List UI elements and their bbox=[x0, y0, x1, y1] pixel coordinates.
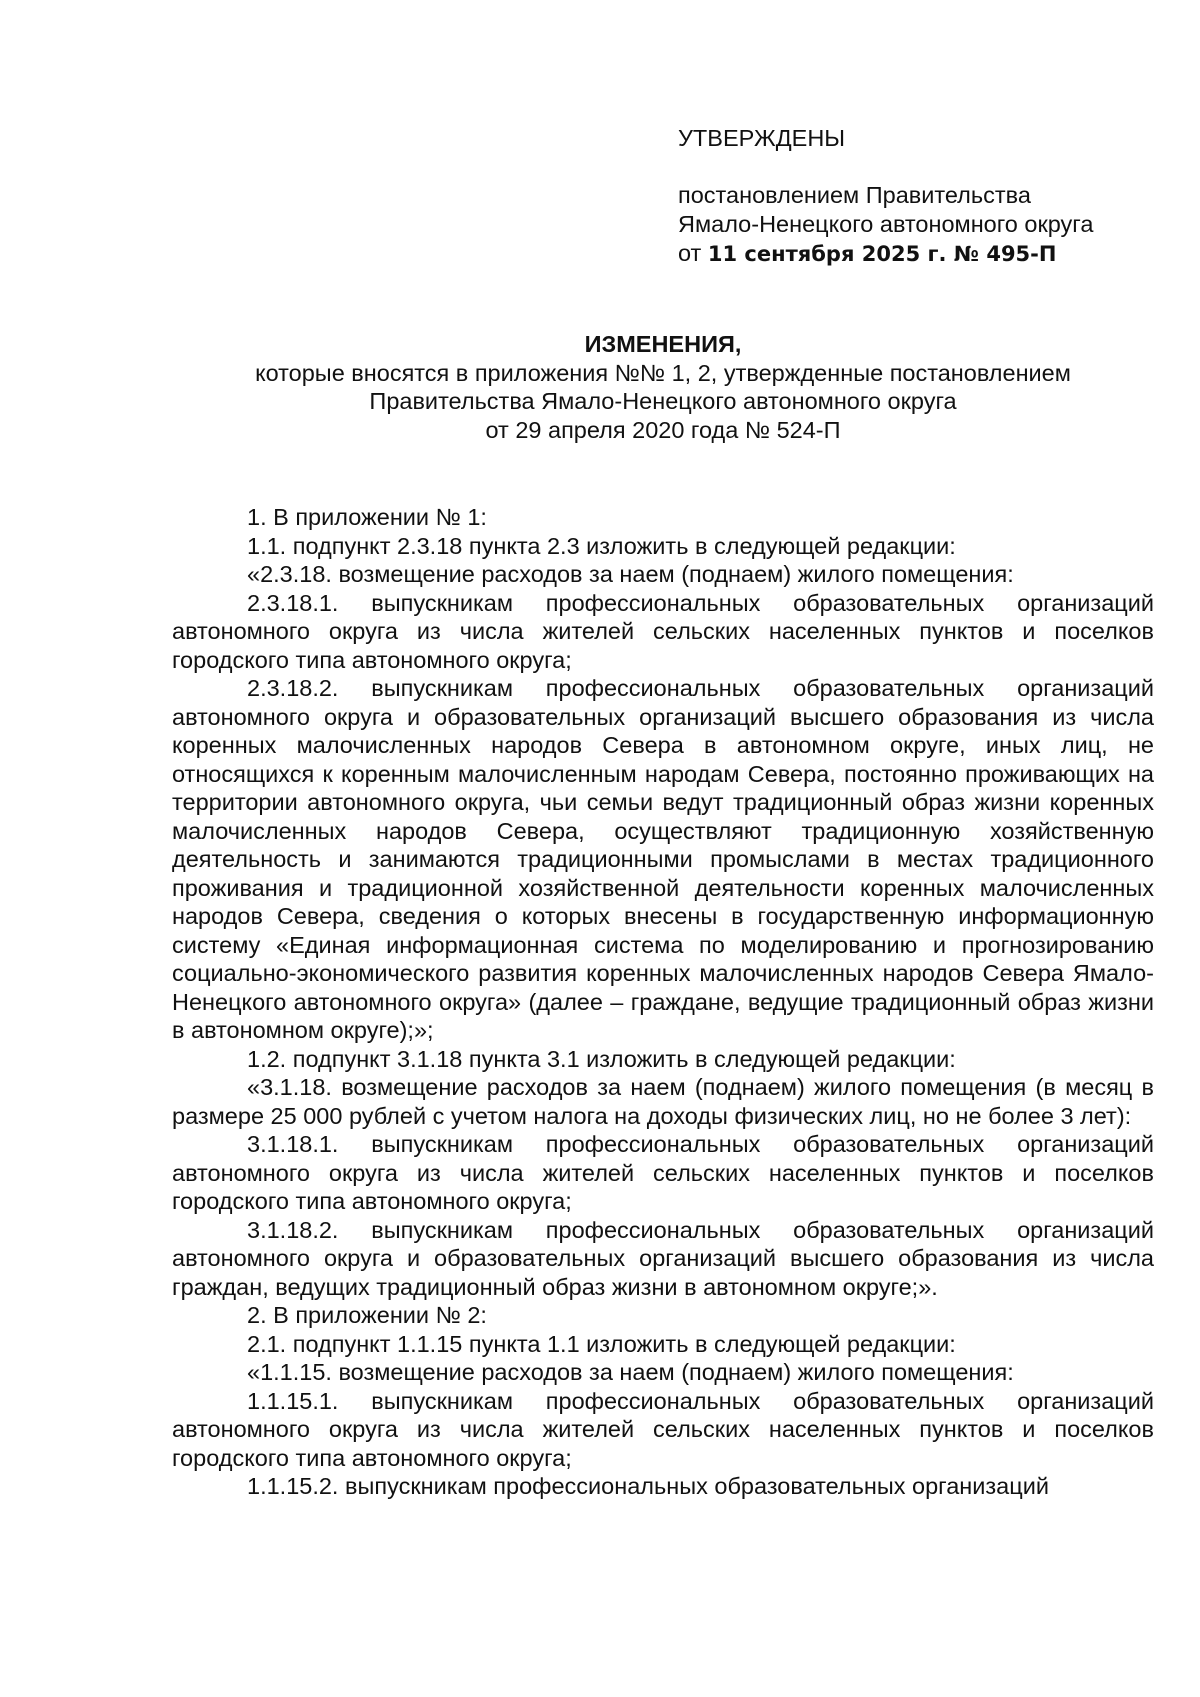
heading-line-1: которые вносятся в приложения №№ 1, 2, утвержденные постановлением bbox=[255, 359, 1071, 386]
paragraph: «2.3.18. возмещение расходов за наем (поднаем) жилого помещения: bbox=[247, 561, 1014, 587]
paragraph: 1. В приложении № 1: bbox=[247, 504, 487, 530]
paragraph: 2.3.18.2. выпускникам профессиональных образовательных организаций автономного округа и образовательных организаций высшего образования из числа коренных малочисленных народов Севера в автономном округе, иных лиц, не относящихся к коренным малочисленным народам Севера, постоянно проживающих на территории автономного округа, чьи семьи ведут традиционный образ жизни коренных малочисленных народов Севера, осуществляют традиционную хозяйственную деятельность и занимаются традиционными промыслами в местах традиционного проживания и традиционной хозяйственной деятельности коренных малочисленных народов Севера, сведения о которых внесены в государственную информационную систему «Единая информационная система по моделированию и прогнозированию социально-экономического развития коренных малочисленных народов Севера Ямало-Ненецкого автономного округа» (далее – граждане, ведущие традиционный образ жизни в автономном округе);»; bbox=[172, 675, 1154, 1043]
heading-title: ИЗМЕНЕНИЯ, bbox=[584, 331, 742, 357]
approval-line-1: постановлением Правительства bbox=[678, 182, 1031, 208]
paragraph: 1.2. подпункт 3.1.18 пункта 3.1 изложить в следующей редакции: bbox=[247, 1045, 956, 1072]
paragraph: 2.3.18.1. выпускникам профессиональных образовательных организаций автономного округа из числа жителей сельских населенных пунктов и поселков городского типа автономного округа; bbox=[172, 589, 1154, 673]
approval-date-prefix: от bbox=[678, 240, 708, 266]
paragraph: 3.1.18.1. выпускникам профессиональных образовательных организаций автономного округа из числа жителей сельских населенных пунктов и поселков городского типа автономного округа; bbox=[172, 1131, 1154, 1214]
paragraph: 2.1. подпункт 1.1.15 пункта 1.1 изложить в следующей редакции: bbox=[247, 1330, 956, 1357]
paragraph: 1.1. подпункт 2.3.18 пункта 2.3 изложить в следующей редакции: bbox=[247, 532, 956, 559]
approval-line-2: Ямало-Ненецкого автономного округа bbox=[678, 211, 1094, 237]
heading-line-2: Правительства Ямало-Ненецкого автономного округа bbox=[369, 388, 957, 414]
paragraph: «1.1.15. возмещение расходов за наем (поднаем) жилого помещения: bbox=[247, 1359, 1014, 1385]
paragraph: «3.1.18. возмещение расходов за наем (поднаем) жилого помещения (в месяц в размере 25 000 рублей с учетом налога на доходы физических лиц, но не более 3 лет): bbox=[172, 1074, 1154, 1129]
document-heading bbox=[172, 330, 1154, 444]
approval-date-line bbox=[678, 239, 1093, 269]
paragraph: 2. В приложении № 2: bbox=[247, 1302, 487, 1328]
approval-title: УТВЕРЖДЕНЫ bbox=[678, 125, 846, 151]
paragraph: 3.1.18.2. выпускникам профессиональных образовательных организаций автономного округа и образовательных организаций высшего образования из числа граждан, ведущих традиционный образ жизни в автономном округе;». bbox=[172, 1216, 1154, 1300]
approval-date-value: 11 сентября 2025 г. № 495-П bbox=[707, 242, 1057, 266]
heading-line-3: от 29 апреля 2020 года № 524-П bbox=[485, 416, 841, 443]
document-body bbox=[172, 503, 1154, 1501]
approval-block bbox=[678, 124, 1093, 269]
paragraph: 1.1.15.1. выпускникам профессиональных образовательных организаций автономного округа из числа жителей сельских населенных пунктов и поселков городского типа автономного округа; bbox=[172, 1387, 1154, 1471]
paragraph: 1.1.15.2. выпускникам профессиональных образовательных организаций bbox=[247, 1473, 1049, 1499]
